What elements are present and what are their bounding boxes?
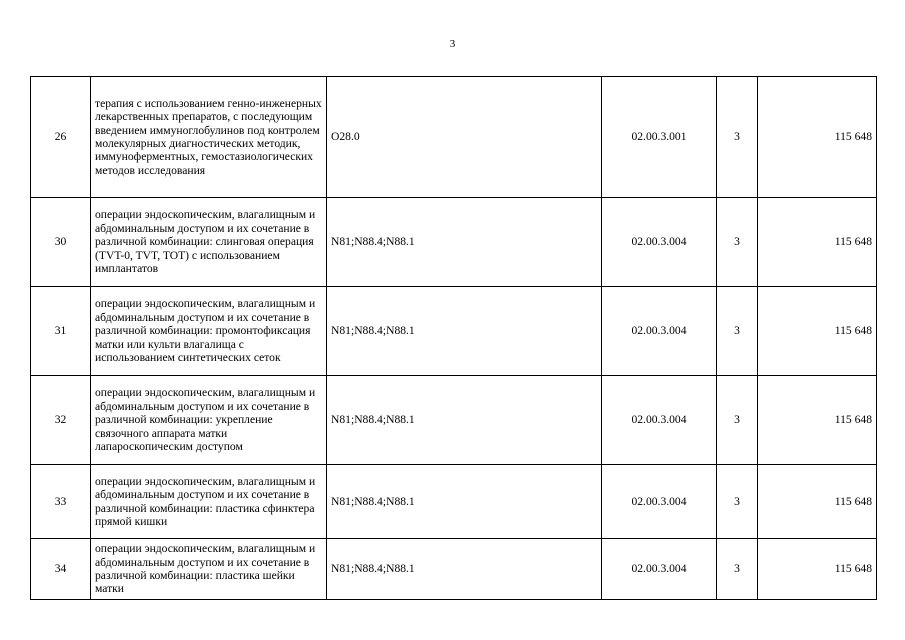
count-value: 3 (717, 77, 758, 198)
row-number: 33 (31, 465, 91, 539)
procedures-table (30, 76, 877, 600)
cost-value: 115 648 (758, 376, 877, 465)
diagnosis-code: N81;N88.4;N88.1 (327, 465, 602, 539)
procedure-name: операции эндоскопическим, влагалищным и абдоминальным доступом и их сочетание в различной комбинации: пластика сфинктера прямой кишки (91, 465, 327, 539)
row-number: 31 (31, 287, 91, 376)
cost-value: 115 648 (758, 287, 877, 376)
count-value: 3 (717, 539, 758, 600)
cost-value: 115 648 (758, 539, 877, 600)
count-value: 3 (717, 287, 758, 376)
row-number: 34 (31, 539, 91, 600)
count-value: 3 (717, 198, 758, 287)
group-code: 02.00.3.001 (602, 77, 717, 198)
diagnosis-code: N81;N88.4;N88.1 (327, 376, 602, 465)
group-code: 02.00.3.004 (602, 287, 717, 376)
row-number: 26 (31, 77, 91, 198)
table-row (31, 77, 877, 198)
cost-value: 115 648 (758, 465, 877, 539)
table-row (31, 465, 877, 539)
procedure-name: терапия с использованием генно-инженерных лекарственных препаратов, с последующим введением иммуноглобулинов под контролем молекулярных диагностических методик, иммуноферментных, гемостазиологических методов исследования (91, 77, 327, 198)
procedure-name: операции эндоскопическим, влагалищным и абдоминальным доступом и их сочетание в различной комбинации: укрепление связочного аппарата матки лапароскопическим доступом (91, 376, 327, 465)
cost-value: 115 648 (758, 198, 877, 287)
procedure-name: операции эндоскопическим, влагалищным и абдоминальным доступом и их сочетание в различной комбинации: промонтофиксация матки или культи влагалища с использованием синтетических сеток (91, 287, 327, 376)
table-row (31, 198, 877, 287)
group-code: 02.00.3.004 (602, 376, 717, 465)
table-row (31, 376, 877, 465)
diagnosis-code: N81;N88.4;N88.1 (327, 539, 602, 600)
procedure-name: операции эндоскопическим, влагалищным и абдоминальным доступом и их сочетание в различной комбинации: слинговая операция (TVT-0, TVT, TOT) с использованием имплантатов (91, 198, 327, 287)
diagnosis-code: N81;N88.4;N88.1 (327, 198, 602, 287)
procedure-name: операции эндоскопическим, влагалищным и абдоминальным доступом и их сочетание в различной комбинации: пластика шейки матки (91, 539, 327, 600)
group-code: 02.00.3.004 (602, 198, 717, 287)
table-row (31, 539, 877, 600)
table-row (31, 287, 877, 376)
group-code: 02.00.3.004 (602, 539, 717, 600)
group-code: 02.00.3.004 (602, 465, 717, 539)
row-number: 32 (31, 376, 91, 465)
diagnosis-code: N81;N88.4;N88.1 (327, 287, 602, 376)
diagnosis-code: O28.0 (327, 77, 602, 198)
count-value: 3 (717, 376, 758, 465)
page-number: 3 (449, 38, 456, 50)
row-number: 30 (31, 198, 91, 287)
count-value: 3 (717, 465, 758, 539)
cost-value: 115 648 (758, 77, 877, 198)
